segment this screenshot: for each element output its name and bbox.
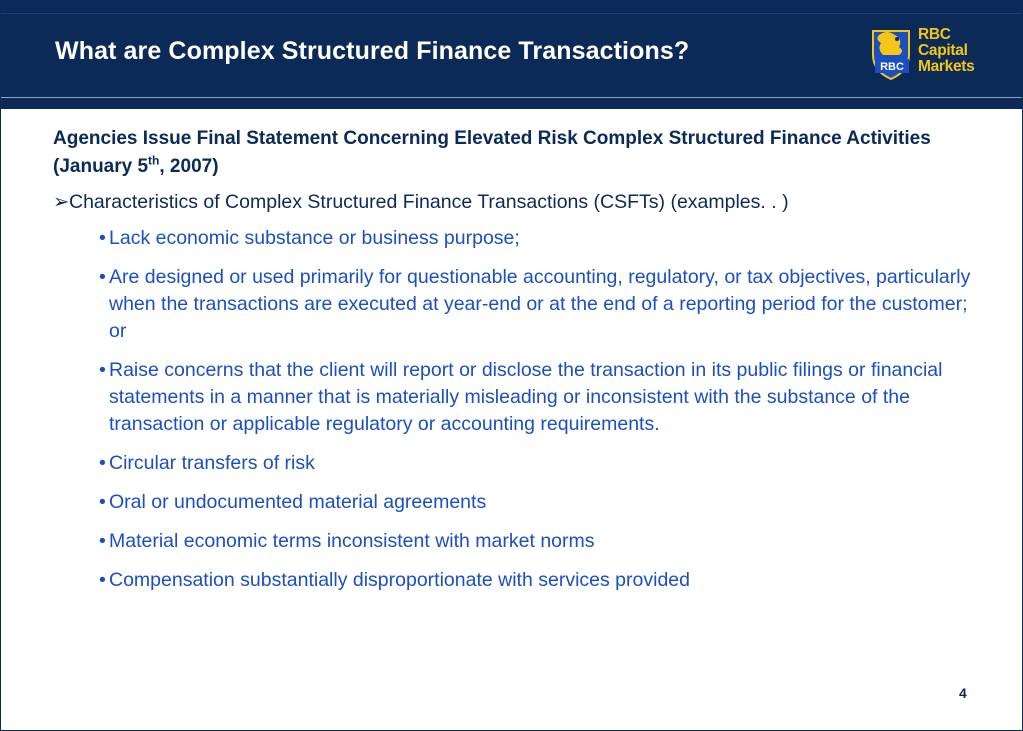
bullet-dot-icon: • xyxy=(99,266,106,288)
logo-line-3: Markets xyxy=(918,58,975,75)
header-divider xyxy=(1,97,1022,98)
list-item xyxy=(99,357,983,438)
bullet-dot-icon: • xyxy=(99,359,106,381)
arrow-bullet-icon: ➢ xyxy=(53,191,70,213)
list-item xyxy=(99,225,983,252)
logo-wordmark xyxy=(918,27,975,75)
header-bar xyxy=(1,1,1022,109)
rbc-logo xyxy=(869,25,997,83)
list-item-text: Lack economic substance or business purpose; xyxy=(109,227,520,249)
list-item xyxy=(99,264,983,345)
bullet-dot-icon: • xyxy=(99,491,106,513)
subtitle-superscript: th xyxy=(148,153,160,168)
level1-text: Characteristics of Complex Structured Finance Transactions (CSFTs) (examples. . ) xyxy=(69,191,789,213)
subtitle-end: , 2007) xyxy=(159,156,219,177)
list-item-text: Circular transfers of risk xyxy=(109,452,315,474)
list-item xyxy=(99,528,983,555)
level1-item xyxy=(53,189,983,215)
bullet-dot-icon: • xyxy=(99,452,106,474)
list-item-text: Are designed or used primarily for questionable accounting, regulatory, or tax objectives, particularly when the transactions are executed at year-end or at the end of a reporting period for the customer; or xyxy=(109,266,971,342)
list-item-text: Material economic terms inconsistent with market norms xyxy=(109,530,595,552)
list-item-text: Raise concerns that the client will report or disclose the transaction in its public filings or financial statements in a manner that is materially misleading or inconsistent with the substance of the transaction or applicable regulatory or accounting requirements. xyxy=(109,359,943,435)
logo-line-1: RBC xyxy=(918,26,951,43)
list-item xyxy=(99,450,983,477)
header-top-line xyxy=(1,13,1022,14)
page-title: What are Complex Structured Finance Transactions? xyxy=(55,37,690,65)
bullet-dot-icon: • xyxy=(99,530,106,552)
bullet-dot-icon: • xyxy=(99,227,106,249)
bullet-dot-icon: • xyxy=(99,569,106,591)
list-item xyxy=(99,489,983,516)
slide-content xyxy=(53,125,983,606)
list-item-text: Oral or undocumented material agreements xyxy=(109,491,487,513)
rbc-lion-shield-icon xyxy=(869,25,915,81)
subtitle xyxy=(53,125,983,181)
list-item-text: Compensation substantially disproportionate with services provided xyxy=(109,569,690,591)
subtitle-main: Agencies Issue Final Statement Concerning Elevated Risk Complex Structured Finance Activities (January 5 xyxy=(53,128,931,177)
bullet-list xyxy=(53,225,983,594)
page-number: 4 xyxy=(959,685,967,701)
rbc-emblem-text: RBC xyxy=(880,61,904,73)
list-item xyxy=(99,567,983,594)
logo-line-2: Capital xyxy=(918,42,968,59)
